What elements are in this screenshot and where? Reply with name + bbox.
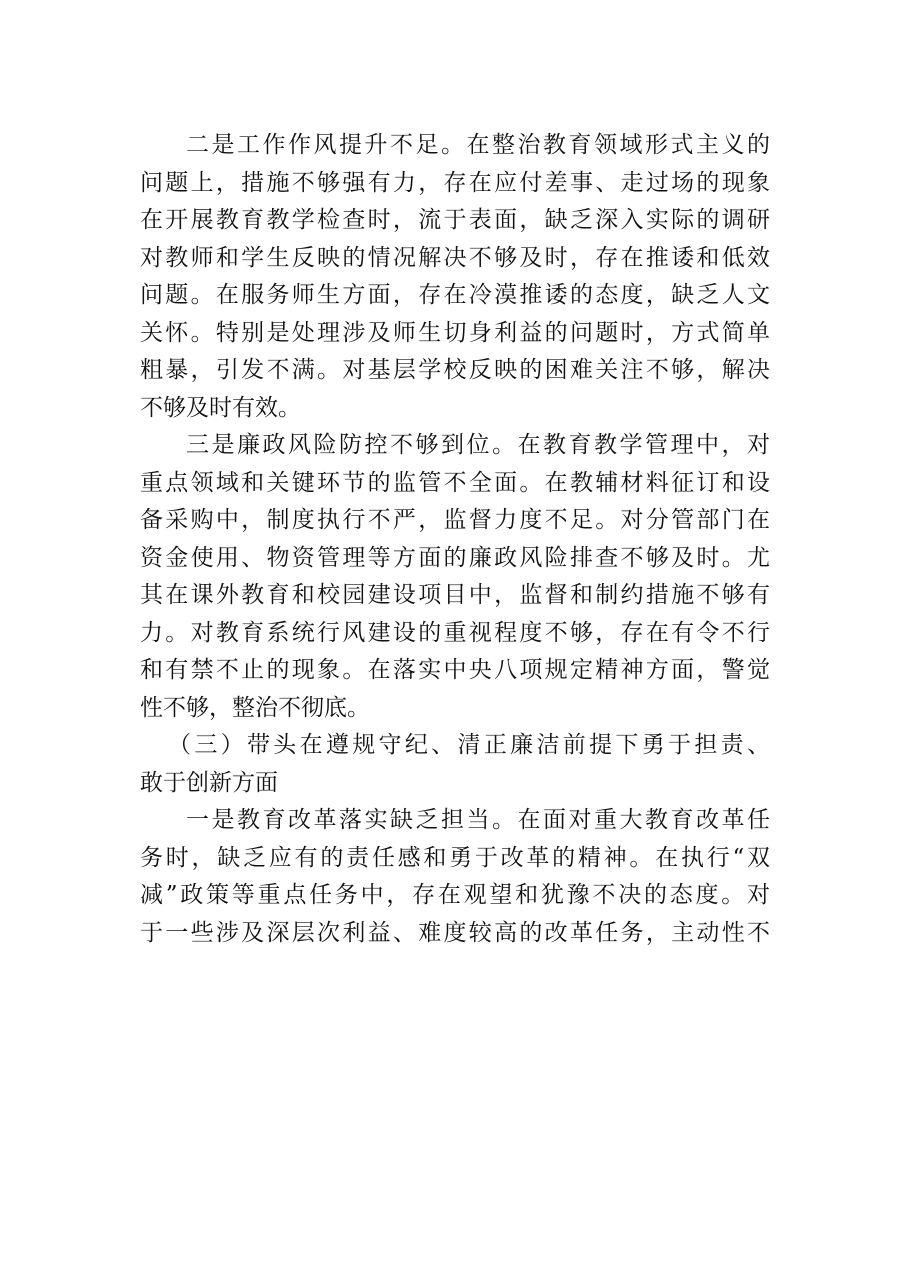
paragraph-line: 和有禁不止的现象。在落实中央八项规定精神方面，警觉 (140, 657, 770, 683)
section-heading-line: （三）带头在遵规守纪、清正廉洁前提下勇于担责、 (168, 732, 770, 758)
paragraph-line: 三是廉政风险防控不够到位。在教育教学管理中，对 (186, 432, 770, 458)
paragraph-line: 不够及时有效。 (140, 394, 301, 421)
paragraph-line: 重点领域和关键环节的监管不全面。在教辅材料征订和设 (140, 469, 770, 496)
paragraph-line: 二是工作作风提升不足。在整治教育领域形式主义的 (186, 132, 770, 158)
paragraph-line: 一是教育改革落实缺乏担当。在面对重大教育改革任 (186, 807, 770, 833)
paragraph-line: 务时，缺乏应有的责任感和勇于改革的精神。在执行“双 (140, 844, 770, 871)
document-body (140, 127, 770, 952)
paragraph-line: 粗暴，引发不满。对基层学校反映的困难关注不够，解决 (140, 357, 770, 383)
paragraph-line: 减”政策等重点任务中，存在观望和犹豫不决的态度。对 (140, 882, 770, 908)
paragraph-line: 备采购中，制度执行不严，监督力度不足。对分管部门在 (140, 507, 770, 533)
paragraph-line: 问题上，措施不够强有力，存在应付差事、走过场的现象 (140, 169, 770, 196)
paragraph-line: 于一些涉及深层次利益、难度较高的改革任务，主动性不 (140, 919, 770, 946)
paragraph-line: 性不够，整治不彻底。 (140, 694, 370, 721)
paragraph-line: 问题。在服务师生方面，存在冷漠推诿的态度，缺乏人文 (140, 282, 770, 308)
paragraph-line: 关怀。特别是处理涉及师生切身利益的问题时，方式简单 (140, 319, 770, 346)
paragraph-line: 其在课外教育和校园建设项目中，监督和制约措施不够有 (140, 582, 770, 608)
section-heading-line: 敢于创新方面 (140, 769, 278, 796)
paragraph-line: 在开展教育教学检查时，流于表面，缺乏深入实际的调研 (140, 207, 770, 233)
paragraph-line: 资金使用、物资管理等方面的廉政风险排查不够及时。尤 (140, 544, 770, 571)
paragraph-line: 对教师和学生反映的情况解决不够及时，存在推诿和低效 (140, 244, 770, 271)
paragraph-line: 力。对教育系统行风建设的重视程度不够，存在有令不行 (140, 619, 770, 646)
